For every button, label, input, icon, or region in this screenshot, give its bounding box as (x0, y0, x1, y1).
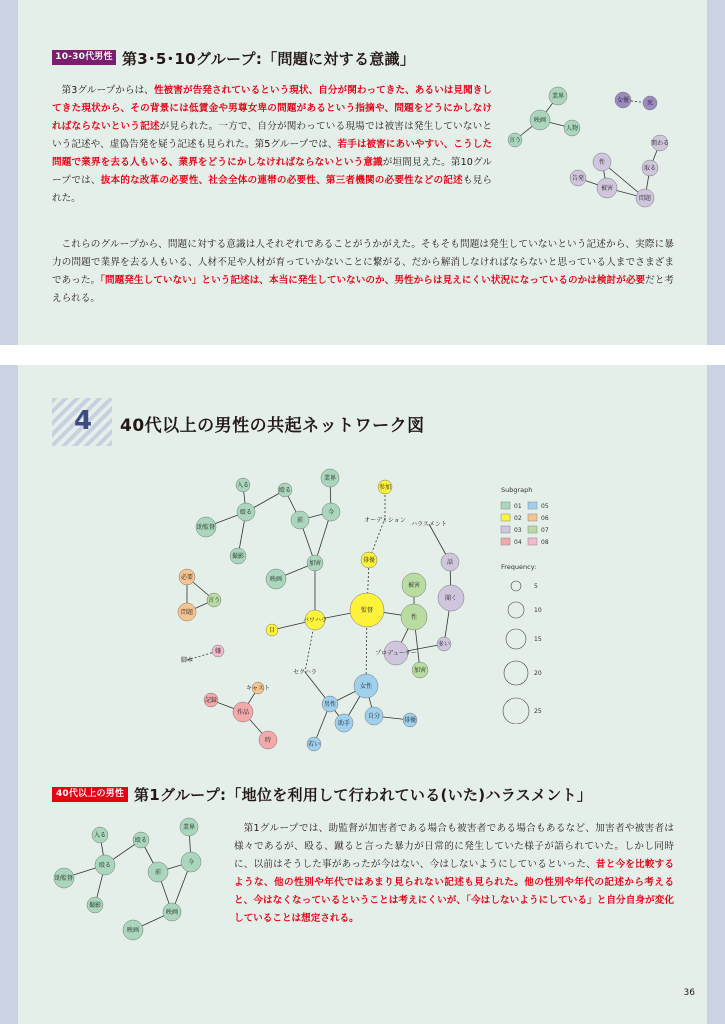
right-edge-strip-bottom (707, 365, 725, 1024)
svg-text:多い: 多い (437, 641, 451, 648)
body-text: 第3グループからは、 (61, 85, 154, 96)
top-paragraph-1 (52, 82, 492, 208)
svg-text:今: 今 (327, 509, 335, 516)
svg-text:助監督: 助監督 (54, 875, 74, 882)
svg-text:今: 今 (187, 859, 195, 866)
right-edge-strip (707, 0, 725, 345)
svg-text:入る: 入る (93, 832, 107, 839)
legend-subgraph-label: Subgraph (501, 486, 533, 494)
svg-text:加害: 加害 (308, 560, 322, 567)
age-tag-40-plus: 40代以上の男性 (52, 787, 128, 802)
legend-size-circle (511, 581, 521, 591)
group1-mini-network (48, 815, 218, 945)
highlight-text: 性被害が告発されているという現状、自分が関わってきた、あるいは見聞きしてきた現状から、その背景には低賃金や男尊女卑の問題があるという指摘や、問題をどうにかしなければならないという記述 (52, 85, 492, 132)
body-text: が垣間見えた。第10グループでは、 (52, 157, 493, 186)
highlight-text: 「問題発生していない」という記述は、本当に発生していないのか、男性からは見えにくい状況になっているのかは検討が必要 (100, 275, 646, 286)
svg-text:殴る: 殴る (134, 837, 148, 844)
age-tag-10-30: 10-30代男性 (52, 50, 116, 65)
network-label: 脚本 (180, 657, 194, 664)
svg-text:業界: 業界 (182, 824, 196, 831)
top-section-heading: 第3･5･10グループ:「問題に対する意識」 (122, 50, 416, 68)
svg-text:記録: 記録 (204, 697, 218, 704)
svg-text:映画: 映画 (165, 909, 179, 916)
left-edge-strip (0, 0, 18, 345)
svg-text:前: 前 (296, 517, 304, 524)
network-label: ハラスメント (411, 521, 447, 528)
svg-text:男性: 男性 (323, 701, 337, 708)
svg-text:入る: 入る (236, 482, 250, 489)
highlight-text: 昔と今を比較するような、他の性別や年代ではあまり見られない記述も見られた。他の性別や年代の記述から考えると、今はなくなっているということは考えにくいが、「今はしないようにしている」と自分自身が変化していることは想定される。 (234, 859, 675, 924)
svg-text:女優: 女優 (616, 97, 630, 104)
svg-text:参加: 参加 (378, 484, 392, 491)
svg-text:10: 10 (534, 607, 542, 614)
left-edge-strip-bottom (0, 365, 18, 1024)
co-occurrence-network (160, 460, 500, 760)
svg-text:04: 04 (514, 539, 522, 546)
body-text: も見られた。 (52, 175, 493, 204)
svg-text:女性: 女性 (359, 683, 373, 690)
svg-text:殴る: 殴る (239, 509, 253, 516)
svg-text:映画: 映画 (126, 927, 140, 934)
legend-swatch (501, 502, 510, 509)
section-number: 4 (74, 406, 93, 436)
svg-text:03: 03 (514, 527, 522, 534)
svg-text:監督: 監督 (360, 607, 374, 614)
legend-swatch (501, 538, 510, 545)
svg-text:5: 5 (534, 583, 538, 590)
svg-text:被害: 被害 (407, 582, 421, 589)
svg-text:性: 性 (410, 614, 418, 621)
svg-text:助監督: 助監督 (196, 524, 216, 531)
svg-text:映画: 映画 (269, 576, 283, 583)
svg-text:問題: 問題 (638, 195, 652, 202)
svg-text:問題: 問題 (180, 609, 194, 616)
svg-text:性: 性 (598, 159, 606, 166)
group1-heading: 第1グループ:「地位を利用して行われている(いた)ハラスメント」 (134, 786, 593, 804)
svg-text:05: 05 (541, 503, 549, 510)
legend-swatch (501, 514, 510, 521)
svg-text:08: 08 (541, 539, 549, 546)
legend-size-circle (504, 661, 528, 685)
svg-text:02: 02 (514, 515, 522, 522)
legend-swatch (501, 526, 510, 533)
highlight-text: 若手は被害にあいやすい、こうした問題で業界を去る人もいる、業界をどうにかしなければならないという意識 (52, 139, 492, 168)
svg-text:プロデューサー: プロデューサー (375, 650, 417, 657)
legend-size-circle (503, 698, 529, 724)
network-label: セクハラ (293, 669, 317, 676)
svg-text:25: 25 (534, 708, 542, 715)
svg-text:キャスト: キャスト (245, 685, 271, 692)
svg-text:嫌: 嫌 (214, 648, 222, 655)
svg-text:15: 15 (534, 636, 542, 643)
svg-text:撮影: 撮影 (231, 553, 245, 560)
svg-text:殴る: 殴る (278, 487, 292, 494)
network-label: オーディション (364, 517, 406, 524)
svg-text:若い: 若い (307, 741, 321, 748)
svg-text:人物: 人物 (565, 125, 579, 132)
legend-size-circle (506, 629, 526, 649)
svg-text:パワハラ: パワハラ (302, 617, 328, 624)
network-legend (498, 484, 588, 724)
section-number-block (52, 398, 112, 446)
svg-text:話: 話 (446, 559, 454, 566)
top-paragraph-2 (52, 236, 674, 308)
svg-text:加害: 加害 (413, 667, 427, 674)
legend-frequency-label: Frequency: (501, 563, 537, 571)
svg-text:業界: 業界 (551, 93, 565, 100)
legend-swatch (528, 526, 537, 533)
svg-text:聞く: 聞く (444, 595, 458, 602)
svg-text:言う: 言う (207, 597, 221, 604)
svg-text:言う: 言う (508, 137, 522, 144)
svg-text:取る: 取る (643, 165, 657, 172)
legend-swatch (528, 514, 537, 521)
svg-text:前: 前 (154, 869, 162, 876)
body-text: これらのグループから、問題に対する意識は人それぞれであることがうかがえた。そもそも問題は発生していないという記述から、実際に暴力の問題で業界を去る人もいる、人材不足や人材が育っていかないことに繋がる、だから解消しなければならないと思っている人までさまざまであった。 (52, 239, 674, 286)
svg-text:告発: 告発 (571, 175, 585, 182)
section-title: 40代以上の男性の共起ネットワーク図 (120, 416, 425, 436)
svg-text:俳優: 俳優 (362, 557, 376, 564)
svg-text:06: 06 (541, 515, 549, 522)
svg-text:関わる: 関わる (650, 140, 670, 147)
svg-text:自分: 自分 (367, 713, 381, 720)
legend-swatch (528, 502, 537, 509)
highlight-text: 抜本的な改革の必要性、社会全体の連帯の必要性、第三者機関の必要性などの記述 (100, 175, 463, 186)
svg-text:作品: 作品 (236, 709, 250, 716)
svg-text:時: 時 (264, 737, 272, 744)
svg-text:07: 07 (541, 527, 549, 534)
body-text: 第1グループでは、助監督が加害者である場合も被害者である場合もあるなど、加害者や被害者は様々であるが、殴る、蹴ると言った暴力が日常的に発生していた様子が語られていた。しかし同時に、以前はそうした事があったが今はない、今はしないようにしているといった、 (234, 823, 674, 870)
page-number: 36 (683, 988, 695, 998)
group1-paragraph (234, 820, 674, 928)
svg-text:俳優: 俳優 (403, 717, 417, 724)
svg-text:撮影: 撮影 (88, 902, 102, 909)
top-mini-network (500, 78, 700, 213)
svg-text:必要: 必要 (180, 574, 194, 581)
svg-text:死: 死 (646, 100, 654, 107)
svg-text:被害: 被害 (600, 185, 614, 192)
svg-text:映画: 映画 (533, 117, 547, 124)
svg-text:01: 01 (514, 503, 522, 510)
svg-text:目: 目 (268, 627, 276, 634)
legend-swatch (528, 538, 537, 545)
svg-text:殴る: 殴る (98, 862, 112, 869)
body-text: が見られた。一方で、自分が関わっている現場では被害は発生していないという記述や、虚偽告発を疑う記述も見られた。第5グループでは、 (52, 121, 492, 150)
body-text: だと考えられる。 (52, 275, 675, 304)
legend-size-circle (508, 602, 524, 618)
svg-text:20: 20 (534, 670, 542, 677)
svg-text:業界: 業界 (323, 475, 337, 482)
svg-text:助手: 助手 (337, 720, 351, 727)
